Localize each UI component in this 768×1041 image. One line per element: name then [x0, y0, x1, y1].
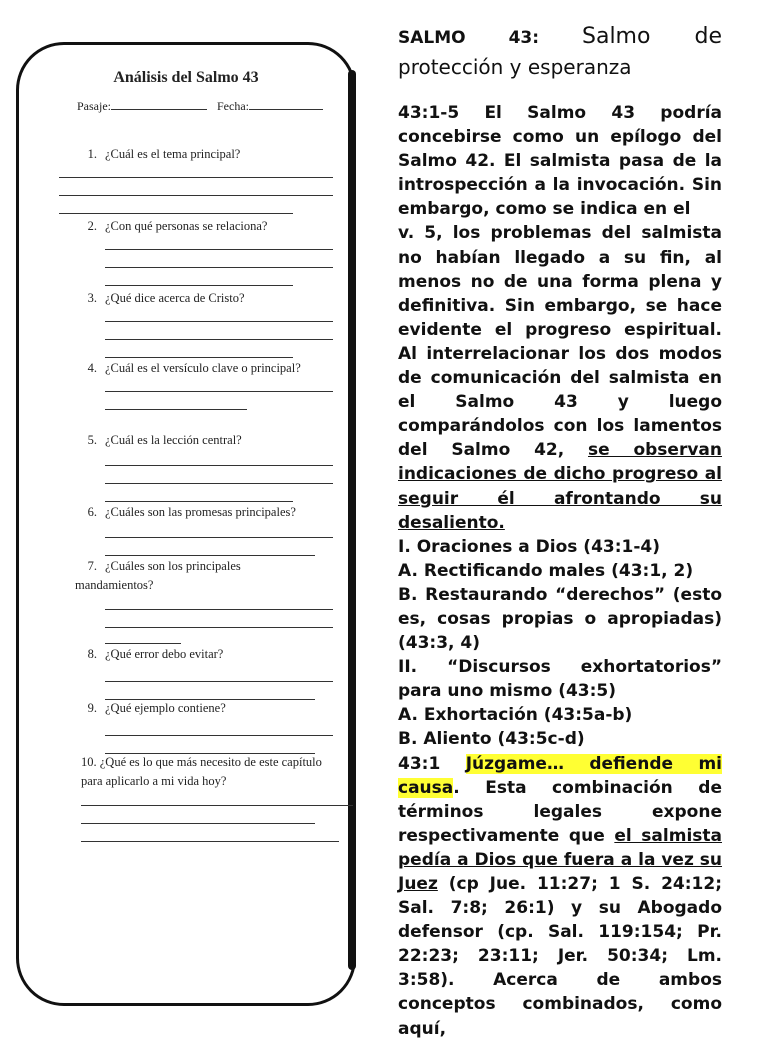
answer-line[interactable]	[105, 681, 333, 682]
answer-line[interactable]	[105, 357, 293, 358]
outline-item: II. “Discursos exhortatorios” para uno mismo (43:5)	[398, 657, 722, 702]
question-7: 7. ¿Cuáles son los principales mandamientos?	[75, 559, 241, 592]
worksheet-title: Análisis del Salmo 43	[113, 69, 259, 86]
answer-line[interactable]	[59, 177, 333, 178]
article-title-line1: SALMO 43: Salmo de	[398, 24, 722, 49]
outline-item: A. Exhortación (43:5a-b)	[398, 705, 633, 726]
answer-line[interactable]	[105, 409, 247, 410]
answer-line[interactable]	[105, 321, 333, 322]
answer-line[interactable]	[81, 805, 356, 806]
question-9: 9. ¿Qué ejemplo contiene?	[87, 701, 226, 715]
answer-line[interactable]	[105, 285, 293, 286]
outline-item: A. Rectificando males (43:1, 2)	[398, 560, 694, 581]
article-title-line2: protección y esperanza	[398, 55, 632, 79]
answer-line[interactable]	[81, 841, 339, 842]
fecha-label: Fecha:	[217, 99, 249, 113]
worksheet-card	[16, 42, 356, 1006]
answer-line[interactable]	[105, 537, 333, 538]
answer-line[interactable]	[105, 555, 315, 556]
answer-line[interactable]	[105, 339, 333, 340]
question-1: 1. ¿Cuál es el tema principal?	[87, 147, 241, 161]
pasaje-field[interactable]	[111, 99, 207, 110]
answer-line[interactable]	[105, 483, 333, 484]
answer-line[interactable]	[81, 823, 315, 824]
question-8: 8. ¿Qué error debo evitar?	[87, 647, 224, 661]
answer-line[interactable]	[105, 501, 293, 502]
answer-line[interactable]	[105, 643, 181, 644]
answer-line[interactable]	[105, 735, 333, 736]
question-3: 3. ¿Qué dice acerca de Cristo?	[87, 291, 245, 305]
question-2: 2. ¿Con qué personas se relaciona?	[87, 219, 268, 233]
highlighted-phrase: Júzgame… defiende mi causa	[398, 753, 723, 798]
article-body	[398, 101, 722, 1041]
worksheet-meta	[77, 99, 323, 114]
answer-line[interactable]	[105, 249, 333, 250]
outline-item: B. Restaurando “derechos” (esto es, cosas propias o apropiadas) (43:3, 4)	[398, 584, 722, 654]
question-5: 5. ¿Cuál es la lección central?	[87, 433, 242, 447]
paragraph-2: 43:1 Júzgame… defiende mi causa. Esta combinación de términos legales expone respectivamente que el salmista pedía a Dios que fuera a la vez su Juez (cp Jue. 11:27; 1 S. 24:12; Sal. 7:8; 26:1) y su Abogado defensor (cp. Sal. 119:154; Pr. 22:23; 23:11; Jer. 50:34; Lm. 3:58). Acerca de ambos conceptos combinados, como aquí,	[398, 753, 723, 1039]
answer-line[interactable]	[105, 465, 333, 466]
outline-item: B. Aliento (43:5c-d)	[398, 729, 585, 750]
article	[398, 22, 722, 1041]
answer-line[interactable]	[59, 213, 293, 214]
paragraph-1: 43:1-5 El Salmo 43 podría concebirse como un epílogo del Salmo 42. El salmista pasa de la introspección a la invocación. Sin embargo, como se indica en el v. 5, los problemas del salmista no habían llegado a su fin, al menos no de una forma plena y definitiva. Sin embargo, se hace evidente el progreso espiritual. Al interrelacionar los dos modos de comunicación del salmista en el Salmo 43 y luego comparándolos con los lamentos del Salmo 42, se observan indicaciones de dicho progreso al seguir él afrontando su desaliento.	[398, 103, 722, 533]
answer-line[interactable]	[105, 267, 333, 268]
question-6: 6. ¿Cuáles son las promesas principales?	[87, 505, 296, 519]
answer-line[interactable]	[105, 391, 333, 392]
question-10: 10. ¿Qué es lo que más necesito de este capítulo para aplicarlo a mi vida hoy?	[81, 755, 322, 788]
pasaje-label: Pasaje:	[77, 99, 111, 113]
answer-line[interactable]	[105, 627, 333, 628]
answer-line[interactable]	[59, 195, 333, 196]
question-4: 4. ¿Cuál es el versículo clave o principal?	[87, 361, 301, 375]
fecha-field[interactable]	[249, 99, 323, 110]
answer-line[interactable]	[105, 609, 333, 610]
outline-item: I. Oraciones a Dios (43:1-4)	[398, 536, 661, 557]
